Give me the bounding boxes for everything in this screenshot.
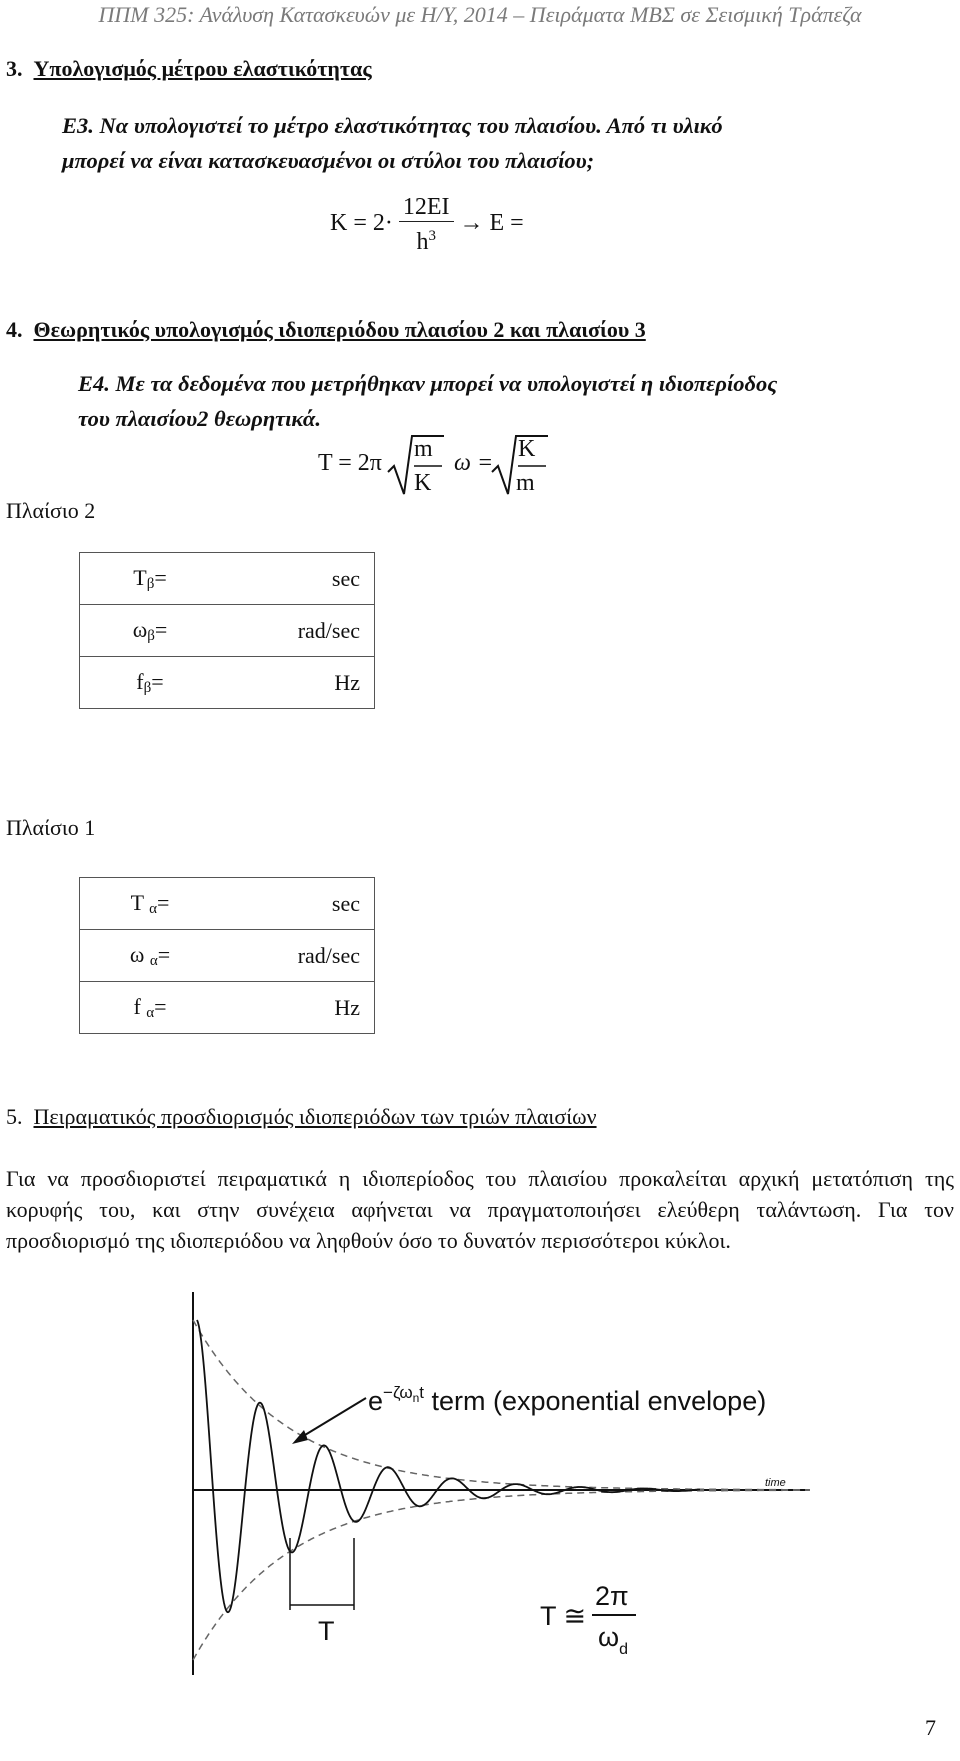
period-formula-omega-sub: d <box>619 1641 628 1658</box>
period-formula-denominator <box>598 1622 628 1658</box>
symbol: T <box>133 564 147 590</box>
frame-1-label: Πλαίσιο 1 <box>6 815 96 840</box>
envelope-exponent-t: t <box>419 1383 425 1402</box>
frame-2-symbol-cell <box>80 657 221 709</box>
frame-2-symbol-cell <box>80 605 221 657</box>
unit-cell: Hz <box>220 657 375 709</box>
oscillation-curve <box>197 1320 700 1612</box>
frame-1-symbol-cell <box>80 878 221 930</box>
frame-1-symbol-cell <box>80 930 221 982</box>
formula-stiffness <box>330 193 524 256</box>
experiment-paragraph: Για να προσδιοριστεί πειραματικά η ιδιοπερίοδος του πλαισίου προκαλείται αρχική μετατόπιση της κορυφής του, και στην συνέχεια αφήνεται να πραγματοποιήσει ελεύθερη ταλάντωση. Για τον προσδιορισμό της ιδιοπεριόδου να ληφθούν όσο το δυνατόν περισσότεροι κύκλοι. <box>6 1166 954 1253</box>
equals: = <box>151 668 164 694</box>
frame-1-row-frequency <box>80 982 375 1034</box>
formula-k-numerator: 12EI <box>399 193 454 222</box>
frame-1-row-omega <box>80 930 375 982</box>
section-5-heading <box>6 1104 597 1130</box>
question-e3-line2: μπορεί να είναι κατασκευασμένοι οι στύλοι του πλαισίου; <box>62 148 595 173</box>
damped-oscillation-svg <box>140 1290 860 1680</box>
period-formula-numerator: 2π <box>595 1581 629 1611</box>
envelope-e: e <box>368 1386 384 1416</box>
symbol: f <box>136 668 144 694</box>
period-formula-lhs: T ≅ <box>540 1601 587 1631</box>
symbol: ω <box>129 941 150 967</box>
period-formula-omega: ω <box>598 1622 620 1652</box>
envelope-text: term (exponential envelope) <box>424 1386 767 1416</box>
formula-k-denominator-wrap <box>399 222 454 256</box>
time-label: time <box>765 1477 786 1489</box>
envelope-label <box>368 1383 766 1416</box>
formula-t-lhs: T = 2π <box>318 450 382 476</box>
subscript: β <box>147 627 155 644</box>
page-number: 7 <box>925 1715 936 1740</box>
frame-2-row-period <box>80 553 375 605</box>
envelope-arrowhead <box>292 1430 308 1444</box>
question-e4-line1: Ε4. Με τα δεδομένα που μετρήθηκαν μπορεί να υπολογιστεί η ιδιοπερίοδος <box>78 371 778 396</box>
frame-1-table <box>79 877 375 1034</box>
formula-k-exponent: 3 <box>428 228 436 244</box>
symbol: ω <box>132 616 148 642</box>
equals: = <box>154 993 167 1019</box>
formula-k-rhs: → E = <box>459 210 524 237</box>
unit-cell: Hz <box>220 982 375 1034</box>
section-3-number: 3. <box>6 56 23 81</box>
section-3-heading <box>6 56 372 82</box>
unit-cell: sec <box>220 878 375 930</box>
question-e3-line1: Ε3. Να υπολογιστεί το μέτρο ελαστικότητας του πλαισίου. Από τι υλικό <box>62 113 723 138</box>
formula-w-denominator: m <box>516 470 535 496</box>
period-label: T <box>318 1616 335 1646</box>
formula-w-numerator: K <box>518 436 536 462</box>
equals: = <box>154 564 167 590</box>
unit-cell: sec <box>220 553 375 605</box>
formula-k-lhs: K = 2· <box>330 210 393 237</box>
frame-2-table <box>79 552 375 709</box>
symbol: T <box>130 889 150 915</box>
frame-1-row-period <box>80 878 375 930</box>
formula-period <box>318 432 578 502</box>
question-e4-line2: του πλαισίου2 θεωρητικά. <box>78 406 321 431</box>
subscript: β <box>143 679 152 696</box>
section-4-number: 4. <box>6 317 23 342</box>
frame-2-row-omega <box>80 605 375 657</box>
section-5-title: Πειραματικός προσδιορισμός ιδιοπεριόδων των τριών πλαισίων <box>33 1104 597 1129</box>
formula-t-numerator: m <box>414 436 433 462</box>
equals: = <box>154 616 168 642</box>
frame-2-label: Πλαίσιο 2 <box>6 498 96 523</box>
section-3-title: Υπολογισμός μέτρου ελαστικότητας <box>33 56 372 81</box>
damped-oscillation-figure <box>140 1290 860 1680</box>
envelope-arrow <box>300 1398 366 1438</box>
formula-k-fraction <box>399 193 454 256</box>
envelope-exponent: −ζω <box>383 1383 413 1402</box>
question-e3 <box>62 108 942 178</box>
frame-2-row-frequency <box>80 657 375 709</box>
page-header: ΠΠΜ 325: Ανάλυση Κατασκευών με Η/Υ, 2014 – Πειράματα ΜΒΣ σε Σεισμική Τράπεζα <box>98 2 862 27</box>
formula-w-lhs: ω = <box>454 450 494 476</box>
symbol: f <box>133 993 147 1019</box>
section-4-title: Θεωρητικός υπολογισμός ιδιοπεριόδου πλαισίου 2 και πλαισίου 3 <box>33 317 646 342</box>
frame-2-symbol-cell <box>80 553 221 605</box>
unit-cell: rad/sec <box>220 930 375 982</box>
unit-cell: rad/sec <box>220 605 375 657</box>
envelope-exponent-sub: n <box>412 1391 420 1405</box>
subscript: β <box>146 575 155 592</box>
equals: = <box>157 941 171 967</box>
formula-k-denominator: h <box>416 229 429 255</box>
section-4-heading <box>6 317 646 343</box>
formula-t-denominator: K <box>414 470 432 496</box>
question-e4 <box>78 366 948 436</box>
subscript: α <box>146 1004 155 1021</box>
section-5-number: 5. <box>6 1104 23 1129</box>
subscript: α <box>149 952 158 969</box>
equals: = <box>156 889 170 915</box>
frame-1-symbol-cell <box>80 982 221 1034</box>
lower-envelope <box>193 1490 810 1660</box>
subscript: α <box>149 900 157 917</box>
